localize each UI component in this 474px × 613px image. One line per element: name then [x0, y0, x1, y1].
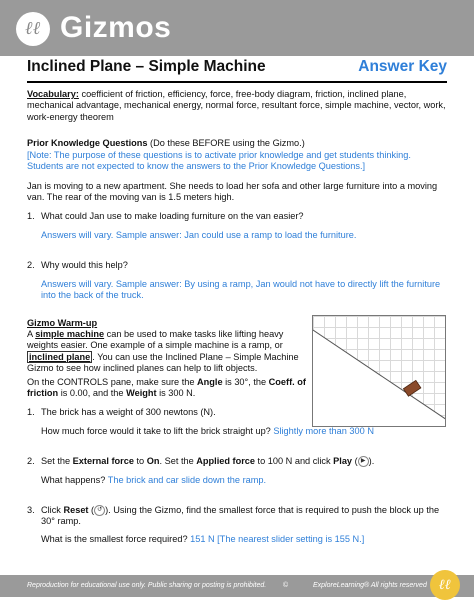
prior-question-2: Why would this help?	[41, 260, 128, 270]
warmup-heading: Gizmo Warm-up	[27, 318, 98, 328]
warmup-intro: A simple machine can be used to make tasks like lifting heavy weights easier. One example of a simple machine is a ramp, or inclined plane . You can use the Inclined Plane – Simple Machine Gizmo to see how inclined planes can help to lift objects.	[27, 329, 299, 373]
question-number: 2.	[27, 456, 35, 466]
simple-machine-term: simple machine	[35, 329, 105, 339]
prior-knowledge-heading	[27, 138, 447, 149]
vocabulary-list: coefficient of friction, efficiency, force, free-body diagram, friction, inclined plane, mechanical advantage, mechanical energy, normal force, resultant force, simple machine, vector, work, work-energy theorem	[27, 89, 446, 122]
warmup-answer-3: 151 N [The nearest slider setting is 155 N.]	[190, 534, 365, 544]
reset-icon: ↺	[94, 505, 105, 516]
scenario-paragraph: Jan is moving to a new apartment. She needs to load her sofa and other large furniture into a moving van. The rear of the moving van is 1.5 meters high.	[27, 181, 438, 203]
question-number: 1.	[27, 211, 35, 221]
ramp-surface	[313, 330, 446, 427]
prior-knowledge-suffix: (Do these BEFORE using the Gizmo.)	[147, 138, 305, 148]
page-title: Inclined Plane – Simple Machine	[27, 58, 266, 75]
inclined-plane-figure	[312, 315, 446, 427]
answer-key-label: Answer Key	[358, 58, 447, 75]
footer-disclaimer: Reproduction for educational use only. Public sharing or posting is prohibited.	[27, 582, 267, 589]
prior-knowledge-note: [Note: The purpose of these questions is to activate prior knowledge and get students thinking. Students are not expected to know the answers to the Prior Knowledge Questions.]	[27, 150, 411, 172]
question-number: 2.	[27, 260, 35, 270]
question-number: 3.	[27, 505, 35, 515]
play-icon: ▶	[358, 456, 369, 467]
header-bar	[0, 0, 474, 56]
prior-answer-1: Answers will vary. Sample answer: Jan could use a ramp to load the furniture.	[41, 230, 357, 240]
warmup-question-2: Set the External force to On. Set the Applied force to 100 N and click Play ( ▶ ).	[41, 456, 375, 466]
controls-instructions: On the CONTROLS pane, make sure the Angle is 30°, the Coeff. of friction is 0.00, and the Weight is 300 N.	[27, 377, 306, 399]
inclined-plane-term: inclined plane	[29, 351, 91, 362]
warmup-subquestion-2: What happens? The brick and car slide down the ramp.	[41, 475, 267, 485]
warmup-subquestion-3: What is the smallest force required? 151 N [The nearest slider setting is 155 N.]	[41, 534, 365, 544]
warmup-subquestion-1: How much force would it take to lift the brick straight up? Slightly more than 300 N	[41, 426, 374, 436]
footer-rights: ExploreLearning® All rights reserved	[313, 582, 427, 589]
prior-question-1: What could Jan use to make loading furniture on the van easier?	[41, 211, 304, 221]
ramp-drawing	[313, 316, 446, 427]
footer-bar	[0, 575, 474, 597]
prior-answer-2: Answers will vary. Sample answer: By using a ramp, Jan would not have to directly lift the furniture into the back of the truck.	[41, 279, 441, 301]
explorelearning-logo-icon: ℓℓ	[16, 12, 50, 46]
prior-knowledge-title: Prior Knowledge Questions	[27, 138, 148, 148]
vocabulary-paragraph	[27, 89, 447, 123]
warmup-question-1: The brick has a weight of 300 newtons (N).	[41, 407, 216, 417]
title-divider	[27, 81, 447, 83]
warmup-question-3: Click Reset ( ↺ ). Using the Gizmo, find the smallest force that is required to push the block up the 30° ramp.	[41, 505, 440, 527]
brand-title: Gizmos	[60, 11, 172, 44]
warmup-answer-2: The brick and car slide down the ramp.	[107, 475, 267, 485]
vocabulary-label: Vocabulary:	[27, 89, 79, 99]
warmup-answer-1: Slightly more than 300 N	[273, 426, 374, 436]
question-number: 1.	[27, 407, 35, 417]
explorelearning-badge-icon: ℓℓ	[430, 570, 460, 600]
footer-copyright-symbol: ©	[283, 582, 289, 589]
